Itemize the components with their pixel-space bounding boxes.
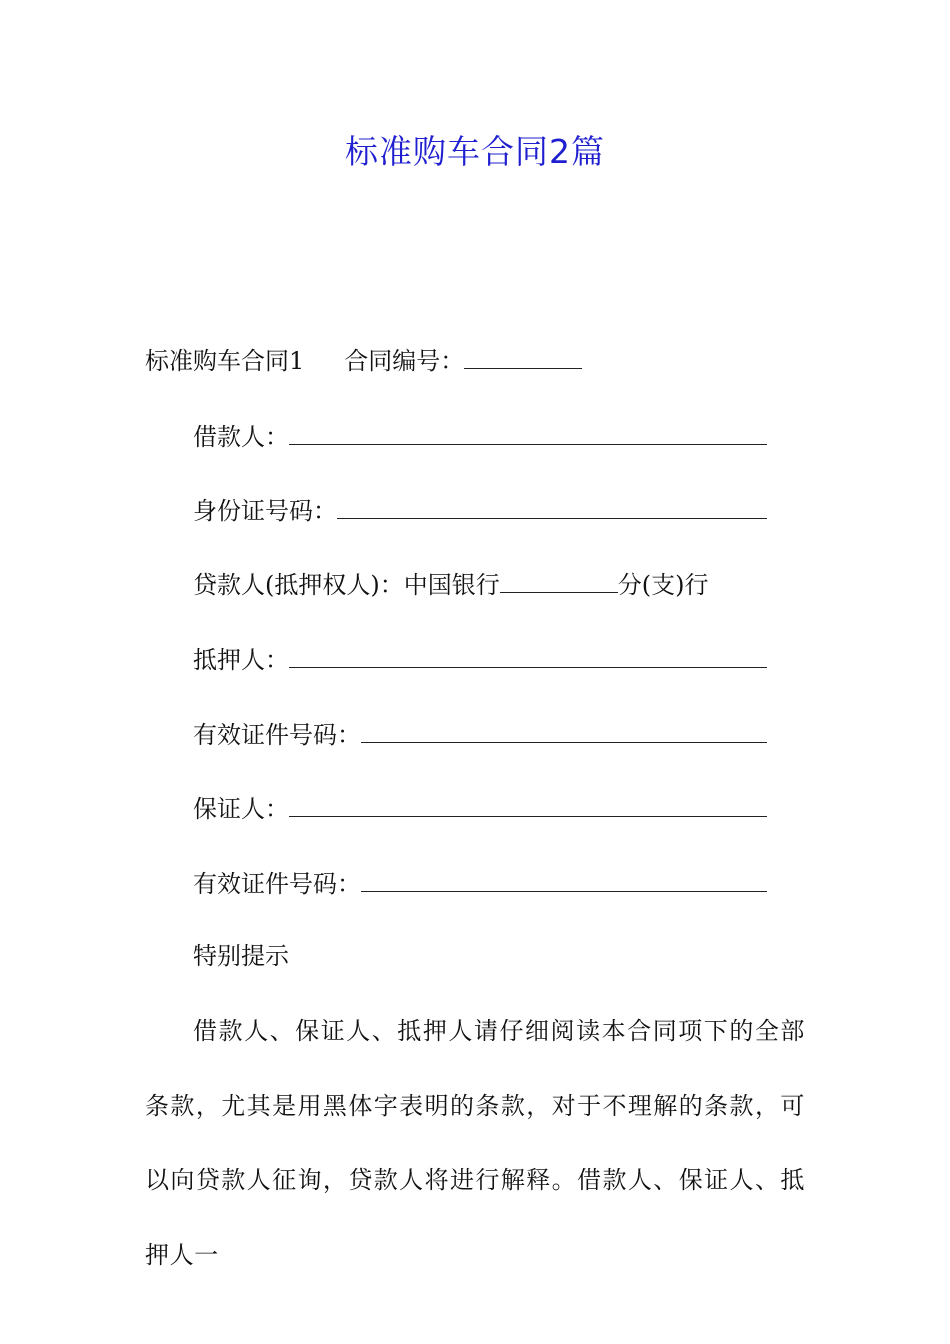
field-label: 有效证件号码： bbox=[193, 721, 361, 749]
field-label: 保证人： bbox=[193, 795, 289, 823]
field-label: 身份证号码： bbox=[193, 497, 337, 525]
contract-header-line bbox=[145, 342, 582, 378]
field-label: 贷款人(抵押权人)：中国银行 bbox=[193, 571, 500, 599]
contract-number-label: 合同编号： bbox=[344, 347, 465, 375]
field-blank bbox=[289, 641, 767, 668]
field-label: 有效证件号码： bbox=[193, 870, 361, 898]
field-blank bbox=[361, 716, 767, 743]
field-label: 抵押人： bbox=[193, 646, 289, 674]
field-lender bbox=[193, 566, 708, 602]
notice-heading: 特别提示 bbox=[193, 942, 289, 970]
field-mortgagor-id bbox=[193, 716, 767, 752]
field-blank bbox=[361, 865, 767, 892]
contract-number-blank bbox=[464, 342, 582, 369]
contract-name: 标准购车合同1 bbox=[145, 347, 305, 375]
field-guarantor bbox=[193, 790, 767, 826]
notice-paragraph: 借款人、保证人、抵押人请仔细阅读本合同项下的全部条款，尤其是用黑体字表明的条款，对于不理解的条款，可以向贷款人征询，贷款人将进行解释。借款人、保证人、抵押人一 bbox=[145, 1017, 805, 1269]
document-title: 标准购车合同2篇 bbox=[345, 132, 605, 171]
field-suffix: 分(支)行 bbox=[617, 571, 709, 599]
field-blank bbox=[289, 790, 767, 817]
field-blank bbox=[289, 418, 767, 445]
field-guarantor-id bbox=[193, 865, 767, 901]
field-mortgagor bbox=[193, 641, 767, 677]
field-label: 借款人： bbox=[193, 423, 289, 451]
field-blank bbox=[500, 566, 618, 593]
field-blank bbox=[337, 492, 767, 519]
field-borrower bbox=[193, 418, 767, 454]
field-id-number bbox=[193, 492, 767, 528]
